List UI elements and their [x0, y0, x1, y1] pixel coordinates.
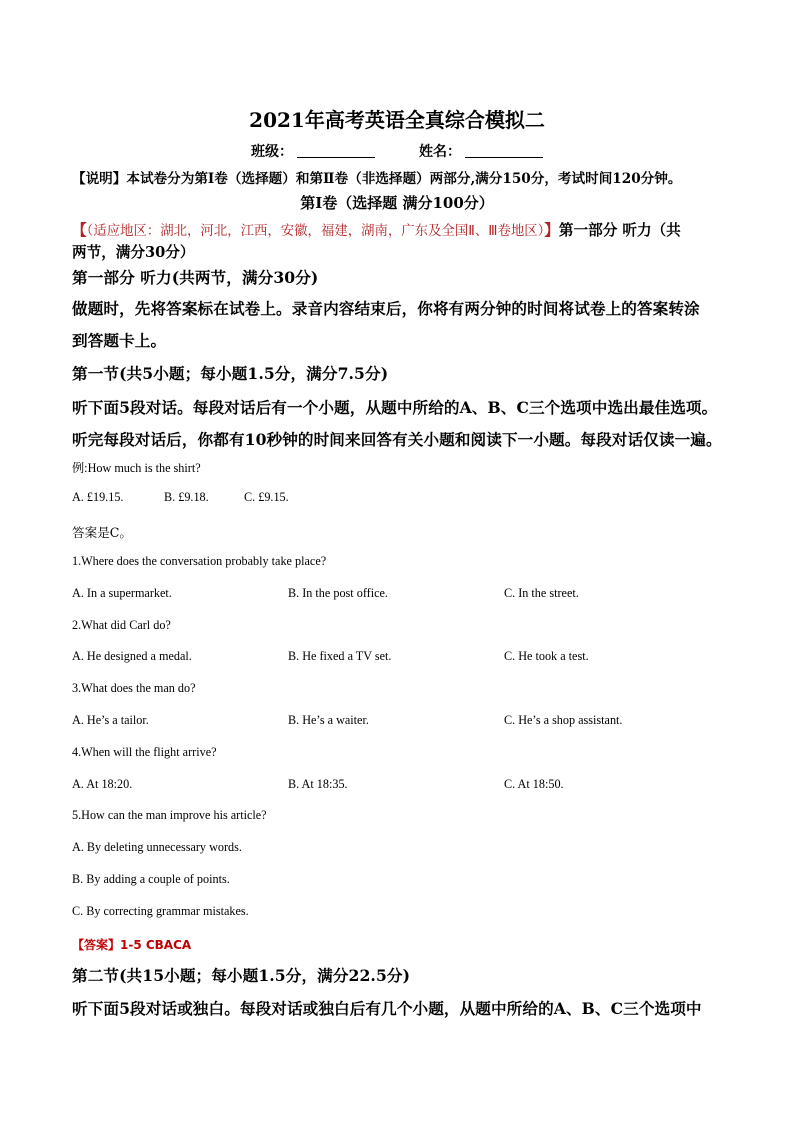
question-1: 1.Where does the conversation probably take place?	[72, 554, 327, 568]
question-3: 3.What does the man do?	[72, 681, 196, 695]
class-blank	[297, 144, 375, 158]
listen-instruction-1: 听下面5段对话。每段对话后有一个小题，从题中所给的A、B、C三个选项中选出最佳选项。	[72, 398, 718, 417]
instruction-line-1: 做题时，先将答案标在试卷上。录音内容结束后，你将有两分钟的时间将试卷上的答案转涂	[72, 299, 700, 318]
q1-option-a: A. In a supermarket.	[72, 586, 172, 600]
example-option-a: A. £19.15.	[72, 490, 124, 504]
q1-option-c: C. In the street.	[504, 586, 579, 600]
q5-option-c: C. By correcting grammar mistakes.	[72, 904, 249, 918]
instruction-line-2: 到答题卡上。	[72, 331, 167, 350]
q2-option-b: B. He fixed a TV set.	[288, 649, 392, 663]
question-1-options	[72, 586, 732, 601]
question-5: 5.How can the man improve his article?	[72, 808, 267, 822]
region-text: （适应地区：湖北，河北，江西，安徽，福建，湖南，广东及全国Ⅱ、Ⅲ卷地区）	[86, 224, 545, 239]
example-option-c: C. £9.15.	[244, 490, 289, 504]
q3-option-a: A. He’s a tailor.	[72, 713, 149, 727]
name-label: 姓名：	[419, 144, 461, 160]
q4-option-a: A. At 18:20.	[72, 777, 133, 791]
region-line-2: 两节，满分30分）	[72, 244, 195, 261]
listen-instruction-3: 听下面5段对话或独白。每段对话或独白后有几个小题，从题中所给的A、B、C三个选项中	[72, 999, 702, 1018]
exam-title: 2021年高考英语全真综合模拟二	[249, 108, 545, 132]
volume-one-heading: 第Ⅰ卷（选择题 满分100分）	[300, 194, 494, 212]
section-two-heading: 第二节(共15小题；每小题1.5分，满分22.5分)	[72, 966, 411, 985]
example-options	[72, 490, 472, 505]
exam-note: 【说明】本试卷分为第Ⅰ卷（选择题）和第Ⅱ卷（非选择题）两部分,满分150分，考试时间120分钟。	[72, 171, 682, 187]
listen-instruction-2: 听完每段对话后，你都有10秒钟的时间来回答有关小题和阅读下一小题。每段对话仅读一遍。	[72, 430, 722, 449]
q3-option-b: B. He’s a waiter.	[288, 713, 369, 727]
part-one-heading: 第一部分 听力(共两节，满分30分)	[72, 268, 319, 287]
q5-option-a: A. By deleting unnecessary words.	[72, 840, 242, 854]
student-info	[0, 141, 794, 161]
region-line	[72, 219, 681, 240]
q2-option-a: A. He designed a medal.	[72, 649, 192, 663]
region-tail: 第一部分 听力（共	[558, 222, 681, 239]
q1-option-b: B. In the post office.	[288, 586, 388, 600]
region-open-bracket: 【	[72, 222, 87, 239]
answer-key: 【答案】1-5 CBACA	[72, 938, 192, 952]
q2-option-c: C. He took a test.	[504, 649, 589, 663]
q4-option-b: B. At 18:35.	[288, 777, 348, 791]
q4-option-c: C. At 18:50.	[504, 777, 564, 791]
class-label: 班级：	[251, 144, 293, 160]
example-answer: 答案是C。	[72, 525, 133, 540]
q3-option-c: C. He’s a shop assistant.	[504, 713, 623, 727]
region-close-bracket: 】	[544, 222, 559, 239]
question-4-options	[72, 777, 732, 792]
example-question: 例:How much is the shirt?	[72, 461, 201, 475]
question-3-options	[72, 713, 732, 728]
example-option-b: B. £9.18.	[164, 490, 209, 504]
q5-option-b: B. By adding a couple of points.	[72, 872, 230, 886]
question-4: 4.When will the flight arrive?	[72, 745, 217, 759]
question-2-options	[72, 649, 732, 664]
section-one-heading: 第一节(共5小题；每小题1.5分，满分7.5分)	[72, 364, 389, 383]
name-blank	[465, 144, 543, 158]
question-2: 2.What did Carl do?	[72, 618, 171, 632]
